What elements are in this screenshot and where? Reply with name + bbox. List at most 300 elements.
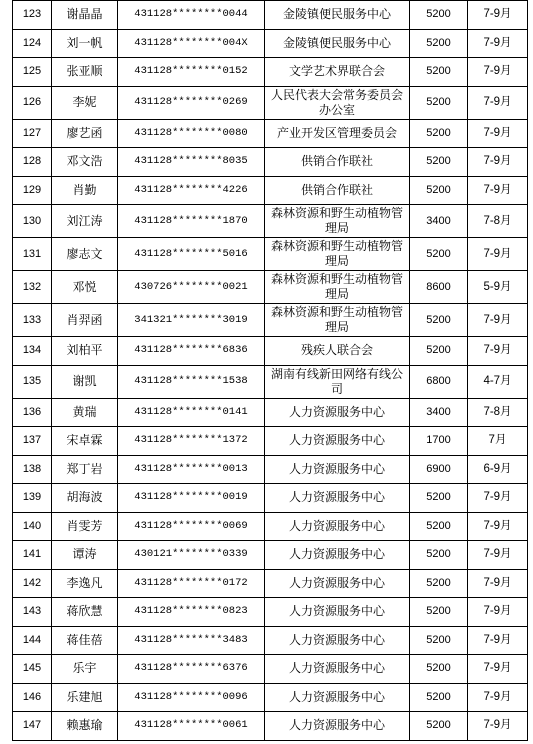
row-number-text: 134 [22,344,42,357]
table-row [12,427,528,456]
person-name-text: 胡海波 [66,490,103,505]
table-row [12,120,528,149]
months-cell [468,399,528,428]
months-cell [468,684,528,713]
table-row [12,684,528,713]
id-number-text: 431128********0019 [134,491,248,504]
id-number-text: 431128********0080 [134,126,248,139]
id-number-text: 431128********3483 [134,633,248,646]
amount-cell [410,304,468,337]
person-name-text: 谭涛 [72,547,97,562]
row-number-text: 132 [22,280,42,293]
person-name-cell [52,427,118,456]
months-text: 7-9月 [483,662,512,675]
person-name-cell [52,271,118,304]
person-name-text: 邓悦 [72,279,97,294]
months-text: 7-9月 [483,519,512,532]
id-number-cell [118,205,265,238]
amount-cell [410,337,468,366]
person-name-text: 谢晶晶 [66,7,103,22]
amount-cell [410,513,468,542]
amount-cell [410,58,468,87]
amount-text: 5200 [426,183,451,196]
person-name-cell [52,712,118,741]
months-text: 7-9月 [483,719,512,732]
id-number-cell [118,30,265,59]
person-name-cell [52,205,118,238]
amount-cell [410,205,468,238]
person-name-text: 廖志文 [66,246,103,261]
amount-cell [410,366,468,399]
person-name-cell [52,337,118,366]
row-number-text: 140 [22,519,42,532]
person-name-cell [52,513,118,542]
id-number-text: 431128********4226 [134,183,248,196]
months-cell [468,238,528,271]
id-number-text: 431128********0141 [134,405,248,418]
months-cell [468,120,528,149]
person-name-cell [52,148,118,177]
person-name-cell [52,120,118,149]
months-cell [468,148,528,177]
person-name-text: 蒋佳蓓 [66,632,103,647]
id-number-cell [118,484,265,513]
row-number-cell [12,541,52,570]
person-name-cell [52,456,118,485]
row-number-text: 139 [22,491,42,504]
months-text: 7-9月 [483,344,512,357]
row-number-cell [12,87,52,120]
row-number-text: 147 [22,719,42,732]
id-number-cell [118,337,265,366]
row-number-text: 128 [22,155,42,168]
amount-text: 3400 [426,405,451,418]
table-row [12,148,528,177]
months-text: 7-9月 [483,96,512,108]
organization-text: 人力资源服务中心 [288,433,385,448]
row-number-text: 124 [22,36,42,49]
person-name-cell [52,58,118,87]
months-text: 7-9月 [483,633,512,646]
row-number-text: 144 [22,633,42,646]
months-cell [468,627,528,656]
amount-text: 8600 [426,280,451,293]
amount-cell [410,570,468,599]
amount-cell [410,541,468,570]
person-name-cell [52,238,118,271]
organization-cell [265,456,410,485]
amount-text: 5200 [426,491,451,504]
id-number-cell [118,684,265,713]
row-number-text: 125 [22,65,42,78]
id-number-text: 431128********1538 [134,375,248,387]
person-name-cell [52,304,118,337]
person-name-text: 肖勤 [72,182,97,197]
organization-cell [265,484,410,513]
organization-text: 人力资源服务中心 [288,547,385,562]
organization-cell [265,627,410,656]
amount-text: 5200 [426,519,451,532]
id-number-text: 341321********3019 [134,313,248,326]
table-row [12,712,528,741]
table-row [12,655,528,684]
row-number-cell [12,337,52,366]
organization-cell [265,427,410,456]
organization-cell [265,655,410,684]
person-name-text: 肖羿函 [66,312,103,327]
months-cell [468,1,528,30]
person-name-cell [52,87,118,120]
table-row [12,177,528,206]
row-number-text: 145 [22,662,42,675]
person-name-text: 蒋欣慧 [66,604,103,619]
row-number-cell [12,30,52,59]
person-name-text: 李逸凡 [66,575,103,590]
months-cell [468,513,528,542]
months-text: 7-9月 [483,313,512,326]
amount-text: 5200 [426,126,451,139]
person-name-text: 赖惠瑜 [66,718,103,733]
id-number-text: 430726********0021 [134,280,248,293]
id-number-cell [118,271,265,304]
row-number-cell [12,58,52,87]
months-cell [468,271,528,304]
months-cell [468,177,528,206]
amount-text: 5200 [426,36,451,49]
table-row [12,570,528,599]
person-name-text: 郑丁岩 [66,461,103,476]
person-name-text: 刘江涛 [66,213,103,228]
row-number-text: 138 [22,462,42,475]
id-number-cell [118,1,265,30]
table-row [12,598,528,627]
row-number-text: 135 [22,375,42,387]
organization-text: 残疾人联合会 [300,343,373,358]
organization-text: 金陵镇便民服务中心 [282,7,391,22]
amount-cell [410,456,468,485]
table-row [12,366,528,399]
months-text: 7-9月 [483,65,512,78]
amount-text: 5200 [426,690,451,703]
row-number-text: 136 [22,405,42,418]
months-text: 6-9月 [483,462,512,475]
months-cell [468,484,528,513]
row-number-cell [12,570,52,599]
id-number-text: 431128********0269 [134,96,248,108]
row-number-text: 141 [22,548,42,561]
months-text: 7-8月 [483,214,512,227]
row-number-cell [12,1,52,30]
table-row [12,30,528,59]
months-cell [468,427,528,456]
amount-cell [410,87,468,120]
row-number-text: 143 [22,605,42,618]
row-number-cell [12,177,52,206]
organization-cell [265,120,410,149]
amount-text: 5200 [426,344,451,357]
table-row [12,58,528,87]
amount-text: 5200 [426,662,451,675]
person-name-text: 肖雯芳 [66,518,103,533]
amount-cell [410,684,468,713]
table-row [12,513,528,542]
amount-cell [410,712,468,741]
person-name-text: 李妮 [72,95,97,109]
person-name-text: 黄瑞 [72,404,97,419]
table-row [12,627,528,656]
id-number-text: 431128********0096 [134,690,248,703]
row-number-text: 146 [22,690,42,703]
person-name-cell [52,484,118,513]
person-name-text: 刘柏平 [66,343,103,358]
id-number-cell [118,238,265,271]
amount-cell [410,399,468,428]
table-row [12,1,528,30]
amount-text: 5200 [426,155,451,168]
person-name-cell [52,541,118,570]
id-number-text: 431128********0044 [134,8,248,21]
organization-cell [265,177,410,206]
id-number-cell [118,120,265,149]
months-text: 7-9月 [483,155,512,168]
id-number-text: 431128********0152 [134,65,248,78]
amount-cell [410,1,468,30]
amount-cell [410,427,468,456]
person-name-cell [52,399,118,428]
organization-text: 人力资源服务中心 [288,632,385,647]
person-name-text: 廖艺函 [66,125,103,140]
months-cell [468,87,528,120]
months-text: 7-8月 [483,405,512,418]
organization-text: 森林资源和野生动植物管理局 [270,206,403,235]
row-number-text: 130 [22,214,42,227]
organization-text: 人力资源服务中心 [288,404,385,419]
organization-text: 森林资源和野生动植物管理局 [270,305,403,334]
amount-text: 5200 [426,247,451,260]
id-number-cell [118,148,265,177]
id-number-text: 431128********8035 [134,155,248,168]
organization-cell [265,304,410,337]
organization-text: 产业开发区管理委员会 [276,125,397,140]
row-number-cell [12,399,52,428]
row-number-cell [12,513,52,542]
row-number-cell [12,148,52,177]
months-text: 7月 [488,434,507,447]
organization-text: 人力资源服务中心 [288,661,385,676]
id-number-cell [118,456,265,485]
organization-cell [265,399,410,428]
months-text: 7-9月 [483,605,512,618]
amount-text: 5200 [426,605,451,618]
amount-text: 3400 [426,214,451,227]
organization-cell [265,337,410,366]
id-number-cell [118,399,265,428]
id-number-cell [118,712,265,741]
person-name-text: 邓文浩 [66,154,103,169]
months-cell [468,30,528,59]
organization-cell [265,148,410,177]
months-text: 7-9月 [483,183,512,196]
amount-cell [410,120,468,149]
table-row [12,399,528,428]
row-number-cell [12,205,52,238]
organization-text: 供销合作联社 [300,154,373,169]
organization-cell [265,541,410,570]
id-number-cell [118,541,265,570]
months-cell [468,58,528,87]
months-cell [468,598,528,627]
months-cell [468,570,528,599]
organization-text: 金陵镇便民服务中心 [282,35,391,50]
organization-text: 森林资源和野生动植物管理局 [270,239,403,268]
organization-cell [265,205,410,238]
months-cell [468,366,528,399]
organization-text: 人力资源服务中心 [288,490,385,505]
months-text: 7-9月 [483,690,512,703]
organization-text: 人力资源服务中心 [288,718,385,733]
id-number-cell [118,366,265,399]
organization-text: 湖南有线新田网络有线公司 [270,366,403,396]
person-name-cell [52,570,118,599]
months-cell [468,304,528,337]
id-number-text: 431128********5016 [134,247,248,260]
amount-text: 1700 [426,434,451,447]
organization-text: 人力资源服务中心 [288,604,385,619]
months-text: 7-9月 [483,576,512,589]
amount-text: 5200 [426,576,451,589]
table-row [12,205,528,238]
row-number-cell [12,627,52,656]
id-number-cell [118,655,265,684]
months-text: 4-7月 [483,375,512,387]
organization-cell [265,58,410,87]
amount-cell [410,177,468,206]
person-name-text: 张亚顺 [66,64,103,79]
organization-cell [265,1,410,30]
organization-cell [265,87,410,120]
organization-cell [265,513,410,542]
person-name-cell [52,1,118,30]
months-cell [468,205,528,238]
amount-cell [410,627,468,656]
organization-text: 供销合作联社 [300,182,373,197]
row-number-text: 123 [22,8,42,21]
row-number-text: 129 [22,183,42,196]
organization-text: 人民代表大会常务委员会办公室 [270,87,403,117]
person-name-cell [52,177,118,206]
id-number-text: 431128********0061 [134,719,248,732]
amount-text: 6800 [426,375,451,387]
amount-cell [410,271,468,304]
id-number-cell [118,570,265,599]
amount-cell [410,598,468,627]
person-name-cell [52,684,118,713]
amount-cell [410,484,468,513]
id-number-cell [118,177,265,206]
person-name-text: 刘一帆 [66,35,103,50]
person-name-cell [52,655,118,684]
row-number-text: 133 [22,313,42,326]
amount-text: 5200 [426,8,451,21]
row-number-text: 131 [22,247,42,260]
row-number-cell [12,366,52,399]
id-number-cell [118,58,265,87]
row-number-cell [12,484,52,513]
person-name-cell [52,30,118,59]
person-name-cell [52,366,118,399]
row-number-cell [12,427,52,456]
months-text: 7-9月 [483,548,512,561]
organization-cell [265,684,410,713]
table-row [12,337,528,366]
id-number-cell [118,87,265,120]
id-number-cell [118,427,265,456]
id-number-text: 431128********0823 [134,605,248,618]
months-text: 5-9月 [483,280,512,293]
months-cell [468,337,528,366]
organization-text: 森林资源和野生动植物管理局 [270,272,403,301]
months-text: 7-9月 [483,36,512,49]
months-text: 7-9月 [483,247,512,260]
months-text: 7-9月 [483,491,512,504]
id-number-text: 431128********0013 [134,462,248,475]
table-row [12,271,528,304]
row-number-cell [12,598,52,627]
amount-cell [410,655,468,684]
row-number-cell [12,238,52,271]
organization-cell [265,712,410,741]
organization-cell [265,598,410,627]
table-row [12,456,528,485]
data-table [12,0,528,741]
table-row [12,484,528,513]
table-row [12,87,528,120]
id-number-text: 431128********6376 [134,662,248,675]
row-number-text: 142 [22,576,42,589]
organization-cell [265,30,410,59]
amount-text: 5200 [426,548,451,561]
row-number-text: 126 [22,96,42,108]
months-cell [468,541,528,570]
row-number-cell [12,271,52,304]
id-number-text: 431128********1372 [134,434,248,447]
id-number-cell [118,598,265,627]
row-number-cell [12,304,52,337]
amount-text: 5200 [426,719,451,732]
organization-cell [265,366,410,399]
amount-text: 5200 [426,633,451,646]
person-name-cell [52,598,118,627]
amount-text: 5200 [426,96,451,108]
row-number-cell [12,456,52,485]
person-name-text: 乐建旭 [66,689,103,704]
organization-cell [265,238,410,271]
id-number-text: 431128********6836 [134,344,248,357]
id-number-text: 431128********0172 [134,576,248,589]
organization-text: 文学艺术界联合会 [288,64,385,79]
table-row [12,304,528,337]
row-number-cell [12,655,52,684]
months-cell [468,456,528,485]
table-row [12,238,528,271]
id-number-text: 430121********0339 [134,548,248,561]
row-number-cell [12,684,52,713]
amount-text: 5200 [426,313,451,326]
id-number-text: 431128********004X [134,36,248,49]
row-number-text: 127 [22,126,42,139]
amount-cell [410,238,468,271]
id-number-cell [118,304,265,337]
